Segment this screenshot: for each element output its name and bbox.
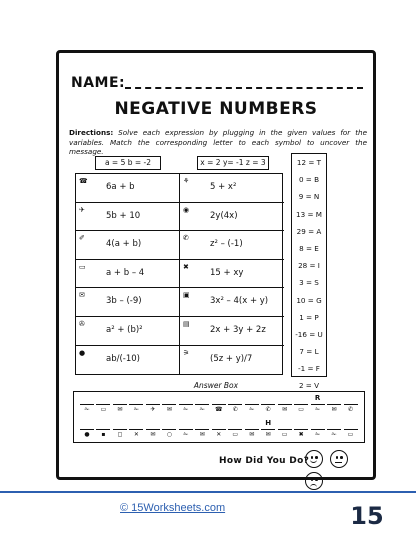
answer-slot[interactable] — [294, 419, 308, 439]
answer-slot-letter — [278, 394, 292, 403]
answer-slot-symbol-icon: ◻ — [117, 431, 123, 438]
answer-slot[interactable] — [212, 419, 226, 439]
answer-slot-letter — [146, 394, 160, 403]
problem-symbol-icon: ✐ — [79, 234, 85, 243]
problem-expression: 5b + 10 — [106, 210, 141, 221]
answer-slot-letter — [113, 394, 127, 403]
problem-symbol-icon: ✆ — [183, 234, 189, 243]
logo-number: 15 — [350, 502, 384, 530]
self-rating-faces — [305, 450, 373, 494]
answer-slot-line — [113, 429, 127, 430]
answer-slot-line — [129, 429, 143, 430]
answer-slot-symbol-icon: ▭ — [100, 406, 107, 413]
answer-slot-letter — [327, 394, 341, 403]
answer-slot[interactable] — [80, 419, 94, 439]
answer-slot-symbol-icon: ✁ — [199, 406, 205, 413]
answer-slot[interactable] — [344, 419, 358, 439]
problem-symbol-icon: ● — [79, 348, 86, 357]
answer-slot-line — [96, 404, 110, 405]
answer-slot-line — [195, 429, 209, 430]
problem-expression: 2y(4x) — [210, 210, 238, 221]
answer-slot[interactable] — [327, 419, 341, 439]
key-item: 7 = L — [299, 347, 319, 357]
answer-slot-line — [294, 404, 308, 405]
happy-face-icon[interactable] — [305, 450, 323, 468]
answer-slot-letter — [278, 419, 292, 428]
left-problems-column — [76, 174, 180, 374]
answer-slot-line — [195, 404, 209, 405]
answer-slot[interactable] — [294, 394, 308, 414]
problem-expression: a + b – 4 — [106, 267, 145, 278]
answer-slot-symbol-icon: ✉ — [265, 431, 271, 438]
problem-cell — [76, 203, 179, 232]
answer-slot-line — [311, 429, 325, 430]
answer-slot-letter — [228, 419, 242, 428]
answer-slot-symbol-icon: ✆ — [232, 406, 238, 413]
answer-slot-line — [344, 429, 358, 430]
problem-expression: 15 + xy — [210, 267, 244, 278]
answer-slot-line — [96, 429, 110, 430]
problem-expression: 3b – (-9) — [106, 296, 142, 307]
footer-copyright-link[interactable]: © 15Worksheets.com — [120, 502, 226, 514]
answer-slot-symbol-icon: ✁ — [133, 406, 139, 413]
problem-expression: ab/(-10) — [106, 353, 140, 364]
given-values-left: a = 5 b = -2 — [95, 156, 161, 170]
answer-slot-symbol-icon: ✉ — [117, 406, 123, 413]
answer-slot[interactable] — [195, 419, 209, 439]
answer-slot-letter — [344, 419, 358, 428]
problem-cell — [76, 260, 179, 289]
answer-slot-symbol-icon: ✕ — [133, 431, 139, 438]
answer-slot-line — [146, 429, 160, 430]
answer-slot[interactable] — [129, 419, 143, 439]
answer-slot[interactable] — [245, 394, 259, 414]
problem-symbol-icon: ✈ — [79, 205, 85, 214]
answer-slot-letter — [146, 419, 160, 428]
answer-slot-symbol-icon: ▭ — [232, 431, 239, 438]
how-did-you-do-label: How Did You Do? — [219, 456, 310, 466]
directions-text: Solve each expression by plugging in the given values for the variables. Match the corresponding letter to each symbol to uncover the message. — [69, 128, 367, 157]
answer-slot-letter — [212, 419, 226, 428]
answer-slot[interactable] — [113, 419, 127, 439]
problem-cell — [76, 174, 179, 203]
answer-slot-symbol-icon: ✉ — [331, 406, 337, 413]
answer-slot-line — [80, 404, 94, 405]
answer-slot-symbol-icon: ✁ — [331, 431, 337, 438]
key-item: 3 = S — [299, 278, 319, 288]
answer-slot-line — [294, 429, 308, 430]
answer-slot-letter — [294, 419, 308, 428]
answer-slot-letter — [80, 419, 94, 428]
problem-cell — [180, 288, 284, 317]
answer-slot-symbol-icon: ○ — [166, 431, 172, 438]
answer-slot[interactable] — [261, 419, 275, 439]
answer-slot[interactable] — [195, 394, 209, 414]
answer-slot-letter — [96, 394, 110, 403]
answer-slot-letter — [195, 419, 209, 428]
problem-symbol-icon: ✉ — [79, 291, 85, 300]
answer-slot-letter — [311, 419, 325, 428]
answer-slot-letter — [245, 394, 259, 403]
problem-symbol-icon: ⚞ — [183, 348, 190, 357]
worksheet-title: NEGATIVE NUMBERS — [114, 99, 318, 119]
problem-cell — [76, 231, 179, 260]
answer-slot-letter — [344, 394, 358, 403]
answer-slot[interactable] — [245, 419, 259, 439]
problem-expression: 3x² – 4(x + y) — [210, 296, 269, 307]
problem-symbol-icon: ◉ — [183, 205, 190, 214]
answer-slot-line — [278, 404, 292, 405]
right-problems-column — [180, 174, 284, 374]
problem-expression: z² – (-1) — [210, 239, 243, 250]
answer-slot[interactable] — [146, 419, 160, 439]
answer-slot-line — [162, 404, 176, 405]
footer-rule — [0, 491, 416, 493]
answer-slot-letter — [294, 394, 308, 403]
problem-cell — [180, 203, 284, 232]
answer-slot-symbol-icon: ✈ — [150, 406, 156, 413]
answer-slot-letter — [162, 419, 176, 428]
problem-cell — [180, 317, 284, 346]
answer-slot[interactable] — [146, 394, 160, 414]
answer-slot-symbol-icon: ▭ — [347, 431, 354, 438]
answer-slot-symbol-icon: ✖ — [298, 431, 304, 438]
answer-slot[interactable] — [96, 394, 110, 414]
problem-cell — [76, 288, 179, 317]
answer-slot-symbol-icon: ✁ — [315, 406, 321, 413]
answer-slot-symbol-icon: ▭ — [281, 431, 288, 438]
problem-grid — [75, 173, 283, 375]
answer-slot[interactable] — [179, 419, 193, 439]
answer-slot-symbol-icon: ✁ — [84, 406, 90, 413]
answer-slot-letter — [162, 394, 176, 403]
answer-slot-symbol-icon: ✉ — [282, 406, 288, 413]
given-values-right: x = 2 y= -1 z = 3 — [197, 156, 269, 170]
answer-slot-symbol-icon: ● — [84, 431, 90, 438]
answer-slot-line — [261, 429, 275, 430]
answer-slot[interactable] — [113, 394, 127, 414]
problem-symbol-icon: ✇ — [79, 319, 85, 328]
key-item: -1 = F — [298, 364, 320, 374]
problem-cell — [76, 346, 179, 375]
problem-symbol-icon: ▣ — [183, 291, 190, 300]
key-item: 2 = V — [298, 381, 320, 391]
key-item: 8 = E — [299, 243, 319, 253]
answer-slot-symbol-icon: ✉ — [199, 431, 205, 438]
problem-symbol-icon: ✖ — [183, 262, 189, 271]
problem-expression: a² + (b)² — [106, 324, 143, 335]
directions-label: Directions: — [69, 128, 114, 137]
answer-slot-letter — [129, 394, 143, 403]
answer-slot-line — [179, 404, 193, 405]
answer-slot[interactable] — [311, 419, 325, 439]
problem-cell — [180, 231, 284, 260]
answer-slot-letter — [129, 419, 143, 428]
answer-slot[interactable] — [212, 394, 226, 414]
answer-slot-line — [80, 429, 94, 430]
answer-slot-letter: H — [265, 419, 272, 427]
answer-slot-line — [212, 404, 226, 405]
answer-slot[interactable] — [162, 419, 176, 439]
answer-slot-line — [261, 404, 275, 405]
answer-slot[interactable] — [228, 419, 242, 439]
answer-slot-symbol-icon: ▭ — [298, 406, 304, 413]
problem-symbol-icon: ☎ — [79, 177, 88, 185]
answer-slot[interactable] — [344, 394, 358, 414]
answer-slot-line — [162, 429, 176, 430]
answer-slot-letter — [245, 419, 259, 428]
answer-slot-letter — [212, 394, 226, 403]
answer-slot-line — [311, 404, 325, 405]
problem-cell — [180, 346, 284, 375]
problem-expression: 4(a + b) — [106, 239, 142, 250]
sad-face-icon[interactable] — [305, 472, 323, 490]
problem-symbol-icon: ▭ — [79, 262, 86, 271]
answer-slot-symbol-icon: ✁ — [183, 406, 189, 413]
15-logo-icon — [352, 494, 382, 534]
answer-slot-line — [228, 404, 242, 405]
key-item: 9 = N — [298, 192, 320, 202]
answer-slot-letter — [96, 419, 110, 428]
answer-slot[interactable] — [327, 394, 341, 414]
answer-slot-symbol-icon: ✆ — [348, 406, 354, 413]
answer-slot-symbol-icon: ✉ — [150, 431, 156, 438]
answer-slot-line — [278, 429, 292, 430]
answer-slot-symbol-icon: ✉ — [249, 431, 255, 438]
answer-slot-letter — [195, 394, 209, 403]
answer-slot-letter — [80, 394, 94, 403]
answer-slot-symbol-icon: ✆ — [265, 406, 271, 413]
answer-slot-line — [113, 404, 127, 405]
answer-slot-line — [179, 429, 193, 430]
letter-key — [291, 153, 327, 391]
neutral-face-icon[interactable] — [330, 450, 348, 468]
worksheet — [56, 50, 376, 480]
problem-cell — [180, 174, 284, 203]
answer-slot[interactable] — [80, 394, 94, 414]
answer-slot[interactable] — [311, 394, 325, 414]
answer-slot-line — [146, 404, 160, 405]
answer-slot-symbol-icon: ✁ — [249, 406, 255, 413]
answer-slot-line — [245, 429, 259, 430]
answer-slot[interactable] — [228, 394, 242, 414]
answer-slot[interactable] — [162, 394, 176, 414]
answer-slot-letter — [179, 394, 193, 403]
key-item: 1 = P — [299, 312, 319, 322]
problem-symbol-icon: ▤ — [183, 319, 190, 328]
problem-cell — [180, 260, 284, 289]
answer-slot-line — [212, 429, 226, 430]
answer-slot[interactable] — [278, 394, 292, 414]
answer-slot-line — [344, 404, 358, 405]
key-item: 28 = I — [298, 261, 320, 271]
answer-slot-line — [327, 404, 341, 405]
answer-slot[interactable] — [129, 394, 143, 414]
problem-expression: 5 + x² — [210, 182, 237, 192]
problem-expression: 6a + b — [106, 182, 135, 192]
answer-slot-letter — [179, 419, 193, 428]
answer-slot-symbol-icon: ✉ — [166, 406, 172, 413]
answer-slot-symbol-icon: ☎ — [215, 406, 223, 413]
answer-slot[interactable] — [261, 394, 275, 414]
key-item: 12 = T — [296, 158, 322, 167]
name-blank-line — [125, 87, 363, 89]
answer-slot[interactable] — [96, 419, 110, 439]
problem-expression: (5z + y)/7 — [210, 353, 253, 364]
answer-box — [73, 391, 365, 443]
name-label: NAME: — [71, 75, 126, 91]
answer-slot-letter: R — [314, 394, 321, 402]
answer-slot-symbol-icon: ▪ — [101, 431, 106, 438]
answer-slot-letter — [261, 394, 275, 403]
answer-box-label: Answer Box — [193, 381, 239, 390]
answer-slot-letter — [327, 419, 341, 428]
answer-slot-line — [245, 404, 259, 405]
problem-cell — [76, 317, 179, 346]
key-item: 10 = G — [296, 295, 322, 305]
answer-slot-symbol-icon: ✁ — [315, 431, 321, 438]
problem-symbol-icon: ⚘ — [183, 177, 190, 185]
key-item: 13 = M — [296, 209, 322, 219]
answer-slot[interactable] — [278, 419, 292, 439]
answer-slot-line — [327, 429, 341, 430]
key-item: 0 = B — [298, 175, 320, 185]
answer-slot-letter — [228, 394, 242, 403]
problem-expression: 2x + 3y + 2z — [210, 324, 266, 335]
key-item: 29 = A — [296, 226, 322, 236]
answer-slot-symbol-icon: ✁ — [183, 431, 189, 438]
answer-slot-symbol-icon: ✕ — [216, 431, 222, 438]
key-item: -16 = U — [295, 329, 323, 339]
answer-slot-line — [129, 404, 143, 405]
answer-slot[interactable] — [179, 394, 193, 414]
answer-slot-letter — [113, 419, 127, 428]
answer-slot-line — [228, 429, 242, 430]
